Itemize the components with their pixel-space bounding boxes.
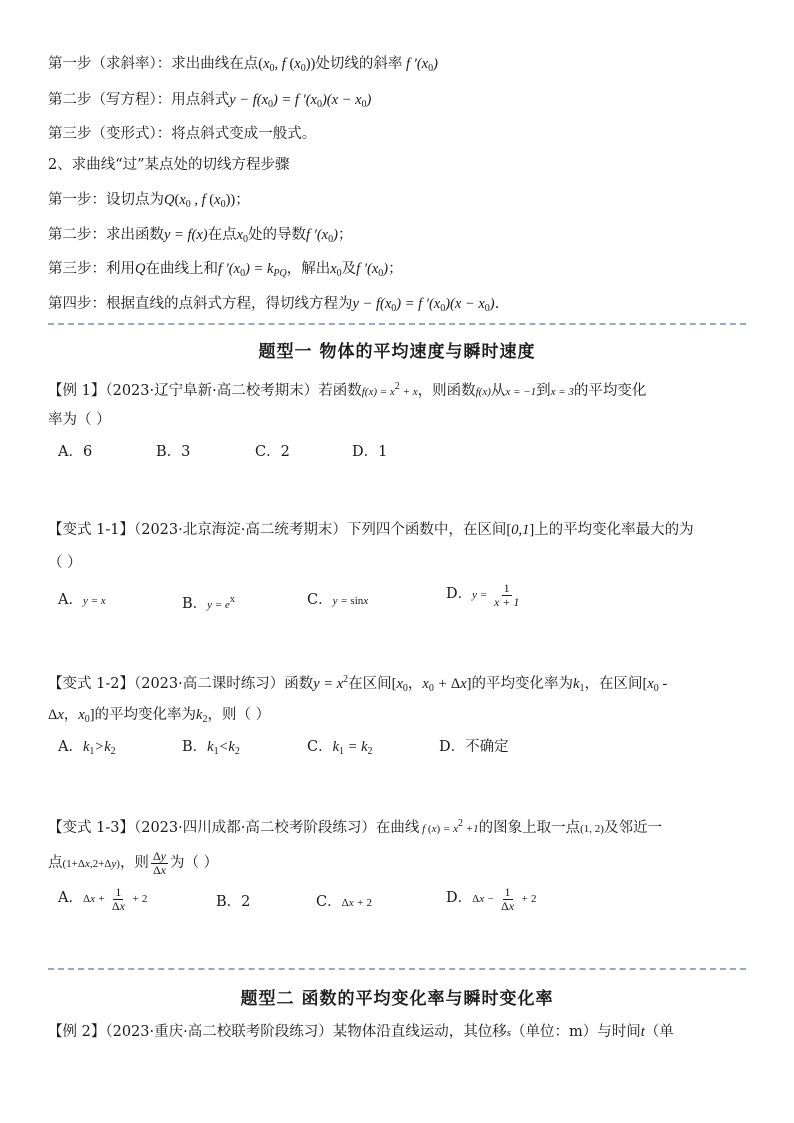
variant-1-2-stem-line2: Δx，$x_0$]的平均变化率为$k_2$，则（ ） xyxy=(48,707,271,725)
formula: y = sinx xyxy=(332,595,369,607)
option-d: D．y = $\frac{1}{x + 1}$ xyxy=(446,582,523,609)
formula: [$x_0$ - xyxy=(642,676,668,694)
through-step1: 第一步：设切点为$Q(x_0$ , f $(x_0)$)； xyxy=(48,192,250,210)
formula: [$x_0$，$x_0 + \Delta x$] xyxy=(391,676,472,694)
variant-1-1-stem-line2: （ ） xyxy=(48,555,82,571)
option-d: D．Δx − $\frac{1}{\Delta x}$ + 2 xyxy=(446,885,537,913)
example-1-stem: 【例 1】（2023·辽宁阜新·高二校考期末）若函数$f(x) = x^2 + x$，则函数f(x)从x = −1到x = 3的平均变化 xyxy=(48,381,647,399)
option-a: A．6 xyxy=(58,444,93,460)
formula: $y - f(x_0) = f$ $'(x_0)(x - x_0)$ xyxy=(352,296,495,314)
example-tag: 【例 2】 xyxy=(48,1024,106,1040)
step1-slope: 第一步（求斜率）：求出曲线在点($x_0$, f $(x_0)$)处切线的斜率 f $'(x_0)$ xyxy=(48,56,438,74)
formula: x = −1 xyxy=(505,386,537,398)
formula: $\frac{\Delta y}{\Delta x}$ xyxy=(152,849,166,877)
formula: t xyxy=(640,1024,645,1040)
example-1-stem-line2: 率为（ ） xyxy=(48,412,111,428)
example-tag: 【例 1】 xyxy=(48,383,106,399)
formula: Q xyxy=(135,261,146,277)
dashed-divider xyxy=(48,323,746,325)
subtitle-through: 2、求曲线“过”某点处的切线方程步骤 xyxy=(48,157,290,173)
option-d: D．不确定 xyxy=(439,739,509,755)
formula: $Q(x_0$ , f $(x_0)$) xyxy=(164,192,236,210)
option-b: B．$k_1<k_2$ xyxy=(182,739,240,757)
step2-equation: 第二步（写方程）：用点斜式$y - f(x_0) = f$ $'(x_0)(x - x_0)$ xyxy=(48,92,372,110)
option-a: A．y = x xyxy=(58,592,106,608)
section-title-2: 题型二 函数的平均变化率与瞬时变化率 xyxy=(240,989,554,1009)
formula: $k_1<k_2$ xyxy=(207,739,240,757)
formula: y = f(x) xyxy=(164,227,208,243)
example-2-stem: 【例 2】（2023·重庆·高二校联考阶段练习）某物体沿直线运动，其位移s（单位：m）与时间t（单 xyxy=(48,1024,674,1040)
formula: Δx + 2 xyxy=(341,897,372,909)
formula: f $'(x_0)$ xyxy=(402,56,438,74)
formula: (1, 2) xyxy=(580,823,604,835)
formula: Δx，$x_0$] xyxy=(48,707,95,725)
formula: y = x xyxy=(82,595,106,607)
formula: f $'(x_0)$ xyxy=(356,261,389,279)
option-c: C．$k_1 = k_2$ xyxy=(307,739,373,757)
formula: [0,1] xyxy=(506,522,535,538)
option-d: D．1 xyxy=(352,444,388,460)
dashed-divider xyxy=(48,968,746,970)
example-tag: 【变式 1-3】 xyxy=(48,820,134,836)
formula: $f(x) = x^2 + x$ xyxy=(361,381,418,398)
formula: ($x_0$, f $(x_0)$) xyxy=(258,56,316,74)
formula: Δx + $\frac{1}{\Delta x}$ + 2 xyxy=(82,885,148,913)
option-b: B．2 xyxy=(216,894,251,910)
example-tag: 【变式 1-1】 xyxy=(48,522,134,538)
formula: (1+Δx,2+Δy) xyxy=(62,857,120,870)
formula: $k_2$ xyxy=(196,707,208,725)
option-c: C．2 xyxy=(255,444,290,460)
formula: $y = x^2$ xyxy=(313,674,349,692)
formula: $k_1>k_2$ xyxy=(82,739,116,757)
example-tag: 【变式 1-2】 xyxy=(48,676,134,692)
formula: $y = e^x$ xyxy=(207,594,235,611)
formula: $y - f(x_0) = f$ $'(x_0)(x - x_0)$ xyxy=(229,92,372,110)
formula: f $(x) = x^2 +1$ xyxy=(419,818,479,835)
formula: x = 3 xyxy=(550,386,574,398)
formula: f $'(x_0) = k_{PQ}$ xyxy=(217,261,287,279)
formula: $x_0$ xyxy=(236,227,249,245)
option-a: A．$k_1>k_2$ xyxy=(58,739,116,757)
variant-1-2-stem: 【变式 1-2】（2023·高二课时练习）函数$y = x^2$在区间[$x_0$，$x_0 + \Delta x$]的平均变化率为$k_1$，在区间[$x_0$ - xyxy=(48,674,668,694)
through-step4: 第四步：根据直线的点斜式方程，得切线方程为$y - f(x_0) = f$ $'(x_0)(x - x_0)$. xyxy=(48,296,500,314)
formula: $k_1$ xyxy=(573,676,585,694)
option-a: A．Δx + $\frac{1}{\Delta x}$ + 2 xyxy=(58,885,148,913)
option-b: B．$y = e^x$ xyxy=(182,594,235,612)
formula: $k_1 = k_2$ xyxy=(332,739,373,757)
formula: y = $\frac{1}{x + 1}$ xyxy=(472,581,520,609)
variant-1-3-stem-line2: 点(1+Δx,2+Δy)，则 $\frac{\Delta y}{\Delta x}$ 为（ ） xyxy=(48,849,219,877)
option-b: B．3 xyxy=(156,444,191,460)
formula: f(x) xyxy=(475,386,491,398)
variant-1-1-stem: 【变式 1-1】（2023·北京海淀·高二统考期末）下列四个函数中，在区间[0,1]上的平均变化率最大的为 xyxy=(48,522,694,538)
formula: s xyxy=(506,1027,511,1039)
through-step3: 第三步：利用Q在曲线上和f $'(x_0) = k_{PQ}$，解出$x_0$及f $'(x_0)$； xyxy=(48,261,403,279)
section-title-1: 题型一 物体的平均速度与瞬时速度 xyxy=(258,342,536,362)
option-c: C．y = sinx xyxy=(307,592,369,608)
through-step2: 第二步：求出函数y = f(x)在点$x_0$处的导数f $'(x_0)$； xyxy=(48,227,353,245)
formula: f $'(x_0)$ xyxy=(306,227,338,245)
step3-form: 第三步（变形式）：将点斜式变成一般式。 xyxy=(48,126,317,142)
formula: Δx − $\frac{1}{\Delta x}$ + 2 xyxy=(472,885,537,913)
variant-1-3-stem: 【变式 1-3】（2023·四川成都·高二校考阶段练习）在曲线 f $(x) = x^2 +1$的图象上取一点(1, 2)及邻近一 xyxy=(48,818,662,836)
formula: $x_0$ xyxy=(330,261,342,279)
option-c: C．Δx + 2 xyxy=(316,894,372,910)
